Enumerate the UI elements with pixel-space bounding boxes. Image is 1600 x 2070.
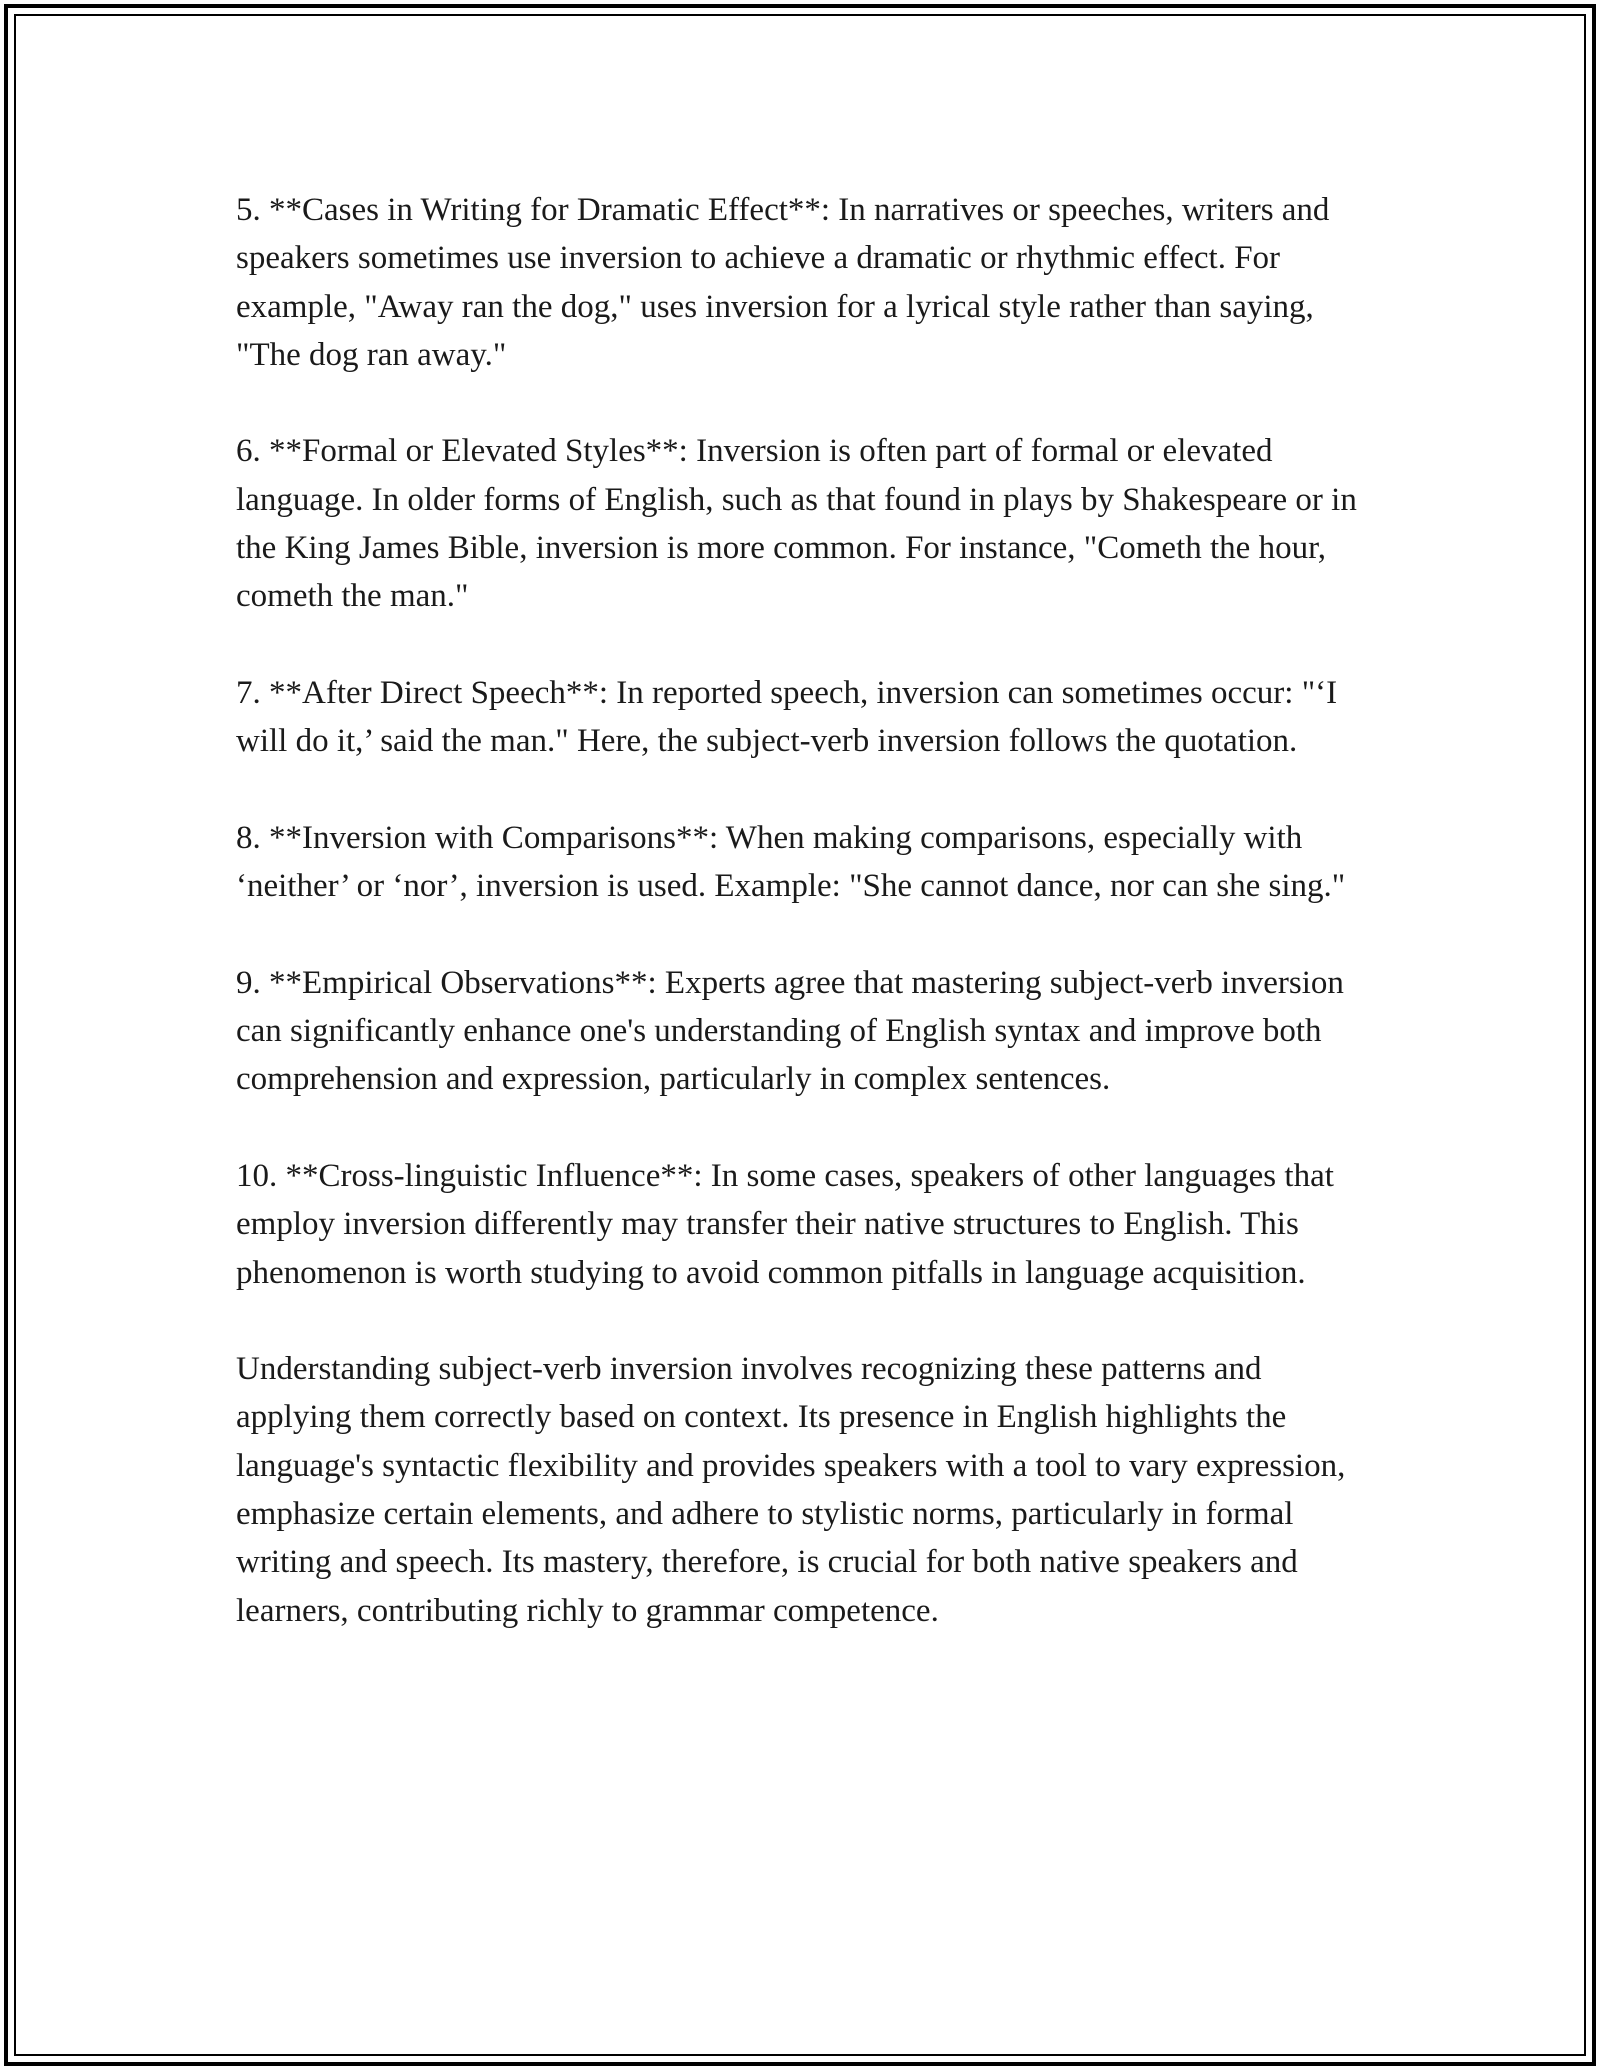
paragraph-item-6: 6. **Formal or Elevated Styles**: Inversion is often part of formal or elevated language. In older forms of English, such as that found in plays by Shakespeare or in the King James Bible, inversion is more common. For instance, "Cometh the hour, cometh the man." (236, 433, 1357, 615)
document-body (236, 186, 1366, 1635)
paragraph-item-10: 10. **Cross-linguistic Influence**: In some cases, speakers of other languages that employ inversion differently may transfer their native structures to English. This phenomenon is worth studying to avoid common pitfalls in language acquisition. (236, 1157, 1334, 1291)
paragraph-conclusion: Understanding subject-verb inversion involves recognizing these patterns and applying them correctly based on context. Its presence in English highlights the language's syntactic flexibility and provides speakers with a tool to vary expression, emphasize certain elements, and adhere to stylistic norms, particularly in formal writing and speech. Its mastery, therefore, is crucial for both native speakers and learners, contributing richly to grammar competence. (236, 1351, 1346, 1629)
paragraph-item-5: 5. **Cases in Writing for Dramatic Effect**: In narratives or speeches, writers and speakers sometimes use inversion to achieve a dramatic or rhythmic effect. For example, "Away ran the dog," uses inversion for a lyrical style rather than saying, "The dog ran away." (236, 192, 1330, 373)
paragraph-item-7: 7. **After Direct Speech**: In reported speech, inversion can sometimes occur: "‘I will do it,’ said the man." Here, the subject-verb inversion follows the quotation. (236, 674, 1338, 760)
paragraph-item-8: 8. **Inversion with Comparisons**: When making comparisons, especially with ‘neither’ or ‘nor’, inversion is used. Example: "She cannot dance, nor can she sing." (236, 819, 1346, 905)
paragraph-item-9: 9. **Empirical Observations**: Experts agree that mastering subject-verb inversion can significantly enhance one's understanding of English syntax and improve both comprehension and expression, particularly in complex sentences. (236, 964, 1344, 1098)
